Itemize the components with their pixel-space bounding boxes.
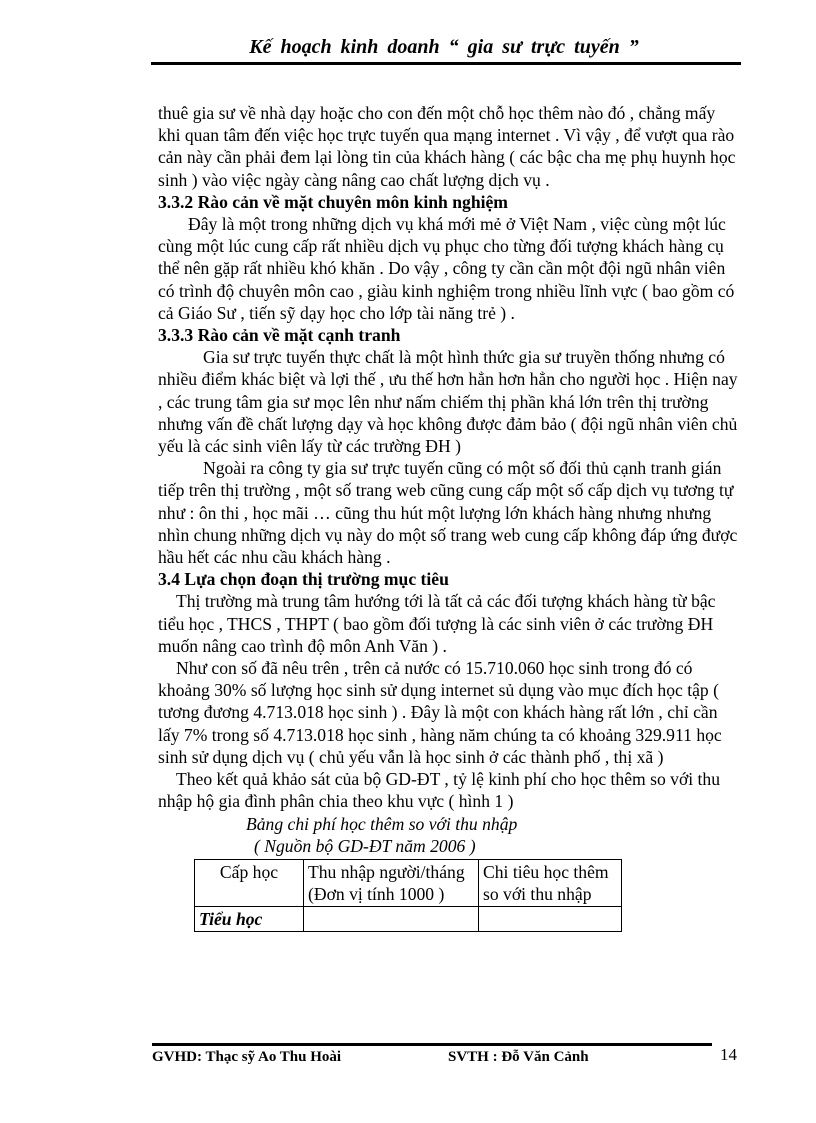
table-header-cell: Chi tiêu học thêm so với thu nhập [479,859,622,906]
paragraph-continuation: thuê gia sư về nhà dạy hoặc cho con đến một chỗ học thêm nào đó , chẳng mấy khi quan tâm đến việc học trực tuyến qua mạng internet . Vì vậy , để vượt qua rào cản này cần phải đem lại lòng tin của khách hàng ( các bậc cha mẹ phụ huynh học sinh ) vào việc ngày càng nâng cao chất lượng dịch vụ . [158,103,736,190]
heading-3-3-2: 3.3.2 Rào cản về mặt chuyên môn kinh nghiệm [158,191,508,212]
paragraph-expertise: Đây là một trong những dịch vụ khá mới mẻ ở Việt Nam , việc cùng một lúc cùng một lúc cung cấp rất nhiều dịch vụ phục cho từng đối tượng khách hàng cụ thể nên gặp rất nhiều khó khăn . Do vậy , công ty cần cần một đội ngũ nhân viên có trình độ chuyên môn cao , giàu kinh nghiệm trong nhiều lĩnh vực ( bao gồm có cả Giáo Sư , tiến sỹ dạy học cho lớp tài năng trẻ ) . [158,214,735,323]
cost-income-table [194,859,622,932]
footer-advisor: GVHD: Thạc sỹ Ao Thu Hoài [152,1049,342,1065]
table-row [195,906,622,931]
paragraph-indirect-competitors: Ngoài ra công ty gia sư trực tuyến cũng có một số đối thủ cạnh tranh gián tiếp trên thị trường , một số trang web cũng cung cấp một số cấp dịch vụ tương tự như : ôn thi , học mãi … cũng thu hút một lượng lớn khách hàng nhưng nhưng nhìn chung những dịch vụ này do một số trang web cung cấp không đáp ứng được hầu hết các nhu cầu khách hàng . [158,458,738,568]
header-rule [151,62,741,65]
footer-student: SVTH : Đỗ Văn Cảnh [448,1049,589,1065]
heading-3-3-3: 3.3.3 Rào cản về mặt cạnh tranh [158,325,401,346]
table-caption: Bảng chi phí học thêm so với thu nhập [246,813,518,834]
table-header-cell: Cấp học [195,859,304,906]
table-cell: Tiểu học [195,906,304,931]
page-header-title: Kế hoạch kinh doanh “ gia sư trực tuyến ” [249,36,639,58]
table-header-cell: Thu nhập người/tháng (Đơn vị tính 1000 ) [304,859,479,906]
table-cell [479,906,622,931]
paragraph-target-market: Thị trường mà trung tâm hướng tới là tất cả các đối tượng khách hàng từ bậc tiểu học , THCS , THPT ( bao gồm đối tượng là các sinh viên ở các trường ĐH muốn nâng cao trình độ môn Anh Văn ) . [158,591,716,656]
paragraph-competition: Gia sư trực tuyến thực chất là một hình thức gia sư truyền thống nhưng có nhiều điểm khác biệt và lợi thế , ưu thế hơn hẳn hơn hẳn cho người học . Hiện nay , các trung tâm gia sư mọc lên như nấm chiếm thị phần khá lớn trên thị trường nhưng vấn đề chất lượng dạy và học không được đảm bảo ( đội ngũ nhân viên chủ yếu là các sinh viên lấy từ các trường ĐH ) [158,347,738,457]
heading-3-4: 3.4 Lựa chọn đoạn thị trường mục tiêu [158,569,449,590]
paragraph-student-numbers: Như con số đã nêu trên , trên cả nước có 15.710.060 học sinh trong đó có khoảng 30% số lượng học sinh sử dụng internet sủ dụng vào mục đích học tập ( tương đương 4.713.018 học sinh ) . Đây là một con khách hàng rất lớn , chỉ cần lấy 7% trong số 4.713.018 học sinh , hàng năm chúng ta có khoảng 329.911 học sinh sử dụng dịch vụ ( chủ yếu vẫn là học sinh ở các thành phố , thị xã ) [158,658,722,767]
document-body [158,102,738,932]
table-header-row [195,859,622,906]
table-source: ( Nguồn bộ GD-ĐT năm 2006 ) [254,835,476,856]
footer-rule [152,1043,712,1046]
page-number: 14 [720,1045,737,1064]
paragraph-survey: Theo kết quả khảo sát của bộ GD-ĐT , tỷ lệ kinh phí cho học thêm so với thu nhập hộ gia đình phân chia theo khu vực ( hình 1 ) [158,769,721,812]
table-cell [304,906,479,931]
